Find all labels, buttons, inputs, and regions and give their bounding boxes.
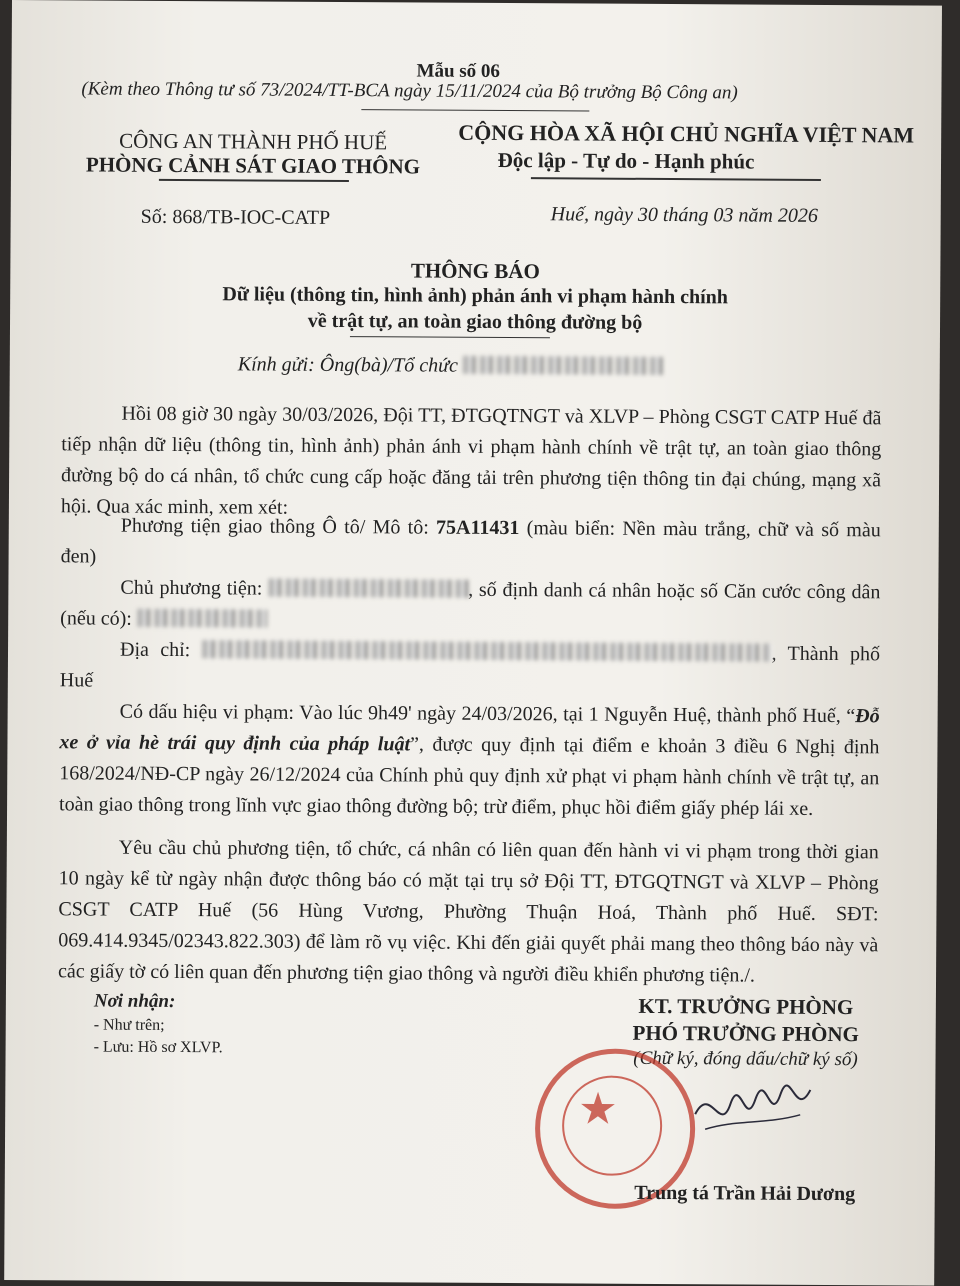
vehicle-prefix: Phương tiện giao thông Ô tô/ Mô tô: xyxy=(120,514,437,539)
title-underline xyxy=(350,336,550,338)
recipient-item: - Lưu: Hồ sơ XLVP. xyxy=(93,1038,223,1057)
vehicle-suffix: (màu biển: Nền màu trắng, chữ và số màu đen) xyxy=(60,517,881,568)
address-suffix: , Thành phố Huế xyxy=(59,642,881,692)
para-received: Hồi 08 giờ 30 ngày 30/03/2026, Đội TT, ĐTGQTNGT và XLVP – Phòng CSGT CATP Huế đã tiếp nhận dữ liệu (thông tin, hình ảnh) phản ánh vi phạm hành chính về trật tự, an toàn giao thông đường bộ do cá nhân, tổ chức cung cấp hoặc đăng tải trên phương tiện thông tin đại chúng, mạng xã hội. Qua xác minh, xem xét: xyxy=(60,402,882,519)
org-line1: CÔNG AN THÀNH PHỐ HUẾ xyxy=(119,128,388,155)
signature-note: (Chữ ký, đóng dấu/chữ ký số) xyxy=(633,1047,858,1071)
org-line2: PHÒNG CẢNH SÁT GIAO THÔNG xyxy=(85,152,421,179)
para-request: Yêu cầu chủ phương tiện, tổ chức, cá nhân có liên quan đến hành vi vi phạm trong thời gian 10 ngày kể từ ngày nhận được thông báo có mặt tại trụ sở Đội TT, ĐTGQTNGT và XLVP – Phòng CSGT CATP Huế (56 Hùng Vương, Phường Thuận Hoá, Thành phố Huế. SĐT: 069.414.9345/02343.822.303) để làm rõ vụ việc. Khi đến giải quyết phải mang theo thông báo này và các giấy tờ có liên quan đến phương tiện giao thông và người điều khiển phương tiện./. xyxy=(58,836,879,987)
owner-prefix: Chủ phương tiện: xyxy=(120,576,269,600)
redacted-id xyxy=(137,609,267,628)
redacted-recipient xyxy=(463,356,663,375)
place-date: Huế, ngày 30 tháng 03 năm 2026 xyxy=(550,203,818,227)
subtitle-line1: Dữ liệu (thông tin, hình ảnh) phản ánh vi phạm hành chính xyxy=(222,283,729,309)
greeting xyxy=(238,353,663,379)
para-vehicle xyxy=(61,510,881,577)
redacted-owner-name xyxy=(268,579,468,598)
notice-document xyxy=(4,0,942,1286)
signature-title2: PHÓ TRƯỞNG PHÒNG xyxy=(632,1020,859,1047)
page-title: THÔNG BÁO xyxy=(410,258,540,284)
violation-act: Đỗ xe ở vỉa hè trái quy định của pháp luật xyxy=(59,705,880,756)
para-violation xyxy=(59,696,880,825)
signer-name: Trung tá Trần Hải Dương xyxy=(634,1181,856,1206)
violation-suffix: ”, được quy định tại điểm e khoản 3 điều 6 Nghị định 168/2024/NĐ-CP ngày 26/12/2024 của Chính phủ quy định xử phạt vi phạm hành chính về trật tự, an toàn giao thông trong lĩnh vực giao thông đường bộ; trừ điểm, phục hồi điểm giấy phép lái xe. xyxy=(59,733,880,820)
signature-title1: KT. TRƯỞNG PHÒNG xyxy=(638,993,854,1020)
official-seal-icon: ★ xyxy=(535,1048,696,1209)
address-prefix: Địa chỉ: xyxy=(119,638,202,662)
signature-icon xyxy=(685,1074,815,1155)
para-address xyxy=(60,634,880,701)
divider xyxy=(361,109,589,111)
greeting-label: Kính gửi: Ông(bà)/Tổ chức xyxy=(237,353,458,377)
owner-suffix: , số định danh cá nhân hoặc số Căn cước công dân (nếu có): xyxy=(60,578,881,630)
doc-number: Số: 868/TB-IOC-CATP xyxy=(140,205,331,229)
subtitle-line2: về trật tự, an toàn giao thông đường bộ xyxy=(307,309,643,334)
form-number: Mẫu số 06 xyxy=(416,60,501,82)
nation-underline xyxy=(531,177,821,181)
attached-note: (Kèm theo Thông tư số 73/2024/TT-BCA ngày 15/11/2024 của Bộ trưởng Bộ Công an) xyxy=(81,78,738,104)
para-owner xyxy=(60,572,880,639)
recipients-label: Nơi nhận: xyxy=(93,990,176,1013)
nation-line1: CỘNG HÒA XÃ HỘI CHỦ NGHĨA VIỆT NAM xyxy=(458,119,915,148)
nation-line2: Độc lập - Tự do - Hạnh phúc xyxy=(497,147,755,174)
redacted-address xyxy=(202,640,772,661)
recipient-item: - Như trên; xyxy=(93,1016,165,1034)
vehicle-plate: 75A11431 xyxy=(436,516,520,540)
org-underline xyxy=(159,179,349,182)
violation-prefix: Có dấu hiệu vi phạm: Vào lúc 9h49' ngày 24/03/2026, tại 1 Nguyễn Huệ, thành phố Huế, “ xyxy=(119,700,856,728)
